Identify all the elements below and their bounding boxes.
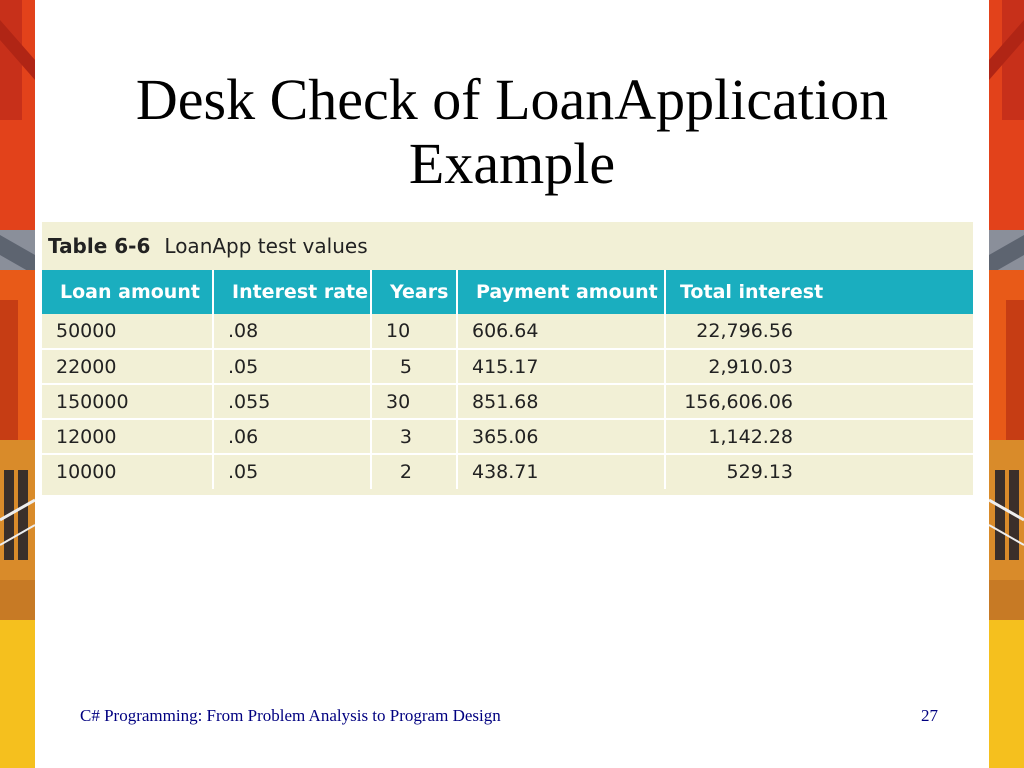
cell-loan-amount: 12000 xyxy=(42,419,213,454)
loanapp-table-figure xyxy=(42,222,973,495)
cell-total-interest: 2,910.03 xyxy=(665,349,973,384)
cell-payment-amount: 438.71 xyxy=(457,454,665,489)
cell-total-interest: 1,142.28 xyxy=(665,419,973,454)
right-decorative-strip xyxy=(989,0,1024,768)
cell-total-interest: 529.13 xyxy=(665,454,973,489)
slide-page-number: 27 xyxy=(921,706,938,725)
table-caption-number: Table 6-6 xyxy=(48,234,151,258)
header-total-interest: Total interest xyxy=(665,270,973,314)
cell-payment-amount: 606.64 xyxy=(457,314,665,349)
table-row xyxy=(42,314,973,349)
cell-loan-amount: 10000 xyxy=(42,454,213,489)
cell-payment-amount: 851.68 xyxy=(457,384,665,419)
header-interest-rate: Interest rate xyxy=(213,270,371,314)
cell-payment-amount: 415.17 xyxy=(457,349,665,384)
slide-title xyxy=(50,68,974,196)
slide-footer: C# Programming: From Problem Analysis to Program Design xyxy=(80,706,501,725)
table-caption xyxy=(42,222,973,270)
cell-years: 5 xyxy=(371,349,457,384)
header-payment-amount: Payment amount xyxy=(457,270,665,314)
loanapp-test-values-table xyxy=(42,270,973,489)
building-photo-right xyxy=(989,0,1024,768)
cell-loan-amount: 22000 xyxy=(42,349,213,384)
cell-total-interest: 22,796.56 xyxy=(696,320,793,342)
cell-years: 10 xyxy=(371,314,457,349)
table-caption-text: LoanApp test values xyxy=(164,234,368,258)
cell-interest-rate: .055 xyxy=(213,384,371,419)
cell-loan-amount: 150000 xyxy=(42,384,213,419)
table-row xyxy=(42,454,973,489)
table-row xyxy=(42,384,973,419)
cell-interest-rate: .05 xyxy=(213,454,371,489)
header-loan-amount: Loan amount xyxy=(42,270,213,314)
cell-payment-amount: 365.06 xyxy=(457,419,665,454)
table-row xyxy=(42,419,973,454)
cell-interest-rate: .08 xyxy=(213,314,371,349)
table-row xyxy=(42,349,973,384)
cell-interest-rate: .05 xyxy=(213,349,371,384)
cell-interest-rate: .06 xyxy=(213,419,371,454)
cell-years: 3 xyxy=(371,419,457,454)
table-header-row xyxy=(42,270,973,314)
left-decorative-strip xyxy=(0,0,35,768)
slide-title-line2: Example xyxy=(408,131,616,196)
slide-title-line1: Desk Check of LoanApplication xyxy=(135,67,889,132)
cell-years: 2 xyxy=(371,454,457,489)
building-photo-left xyxy=(0,0,35,768)
cell-years: 30 xyxy=(371,384,457,419)
cell-loan-amount: 50000 xyxy=(42,314,213,349)
cell-total-interest: 156,606.06 xyxy=(665,384,973,419)
header-years: Years xyxy=(371,270,457,314)
